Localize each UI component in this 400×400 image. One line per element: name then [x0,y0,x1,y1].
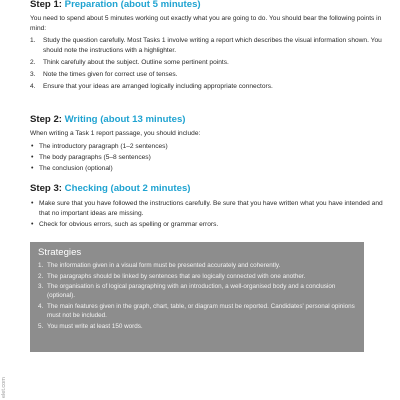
list-item: • Check for obvious errors, such as spelling or grammar errors. [30,220,385,230]
step2-intro: When writing a Task 1 report passage, you should include: [30,130,201,137]
list-item: • The body paragraphs (5–8 sentences) [30,153,385,163]
step2-phase: Writing (about 13 minutes) [64,114,186,125]
list-item: • The introductory paragraph (1–2 sentences) [30,142,385,152]
list-item: • Make sure that you have followed the instructions carefully. Be sure that you have written what you have intended and that no important ideas are missing. [30,199,385,218]
strategies-box [30,242,364,352]
step3-list [30,199,385,229]
side-watermark-text: elet.com [1,377,7,398]
step3-label: Step 3: [30,183,62,194]
side-watermark [1,370,9,398]
step1-phase: Preparation (about 5 minutes) [64,0,201,10]
step1-label: Step 1: [30,0,62,10]
item-text: You must write at least 150 words. [47,322,143,330]
item-number: 2. [38,272,44,280]
list-item [38,272,356,281]
item-text: The main features given in the graph, chart, table, or diagram must be reported. Candidates' personal opinions must not be included. [47,302,355,319]
item-number: 3. [38,283,44,291]
step1-intro: You need to spend about 5 minutes working out exactly what you are going to do. You should bear the following points in mind: [30,15,382,32]
step1-section [30,0,385,94]
step2-heading [30,114,385,126]
item-number: 3. [30,70,36,78]
step1-heading [30,0,385,11]
step3-phase: Checking (about 2 minutes) [64,183,191,194]
item-text: Ensure that your ideas are arranged logically including appropriate connectors. [43,82,273,90]
list-item [38,302,356,320]
list-item: • The conclusion (optional) [30,164,385,174]
item-number: 5. [38,322,44,330]
list-item [30,58,385,68]
step1-list [30,36,385,91]
item-number: 2. [30,58,36,66]
step2-list [30,142,385,174]
list-item [30,70,385,80]
step3-heading [30,183,385,195]
item-number: 1. [38,262,44,269]
list-item [38,322,356,331]
list-item [30,36,385,55]
item-number: 4. [30,82,36,90]
strategies-list [38,261,356,331]
step2-section [30,114,385,175]
step3-section [30,183,385,231]
item-number: 1. [30,37,36,45]
item-text: The paragraphs should be linked by sentences that are logically connected with one another. [47,272,306,280]
list-item [38,261,356,270]
item-number: 4. [38,302,44,310]
item-text: The organisation is of logical paragraphing with an introduction, a well-organised body and a conclusion (optional). [47,283,336,300]
step2-label: Step 2: [30,114,62,125]
item-text: Study the question carefully. Most Tasks 1 involve writing a report which describes the visual information shown. You should note the instructions with a highlighter. [43,37,382,54]
strategies-title: Strategies [38,247,82,258]
item-text: The information given in a visual form must be presented accurately and coherently. [47,262,281,269]
item-text: Think carefully about the subject. Outline some pertinent points. [43,58,229,66]
list-item [38,282,356,300]
item-text: Note the times given for correct use of tenses. [43,70,178,78]
list-item [30,82,385,92]
